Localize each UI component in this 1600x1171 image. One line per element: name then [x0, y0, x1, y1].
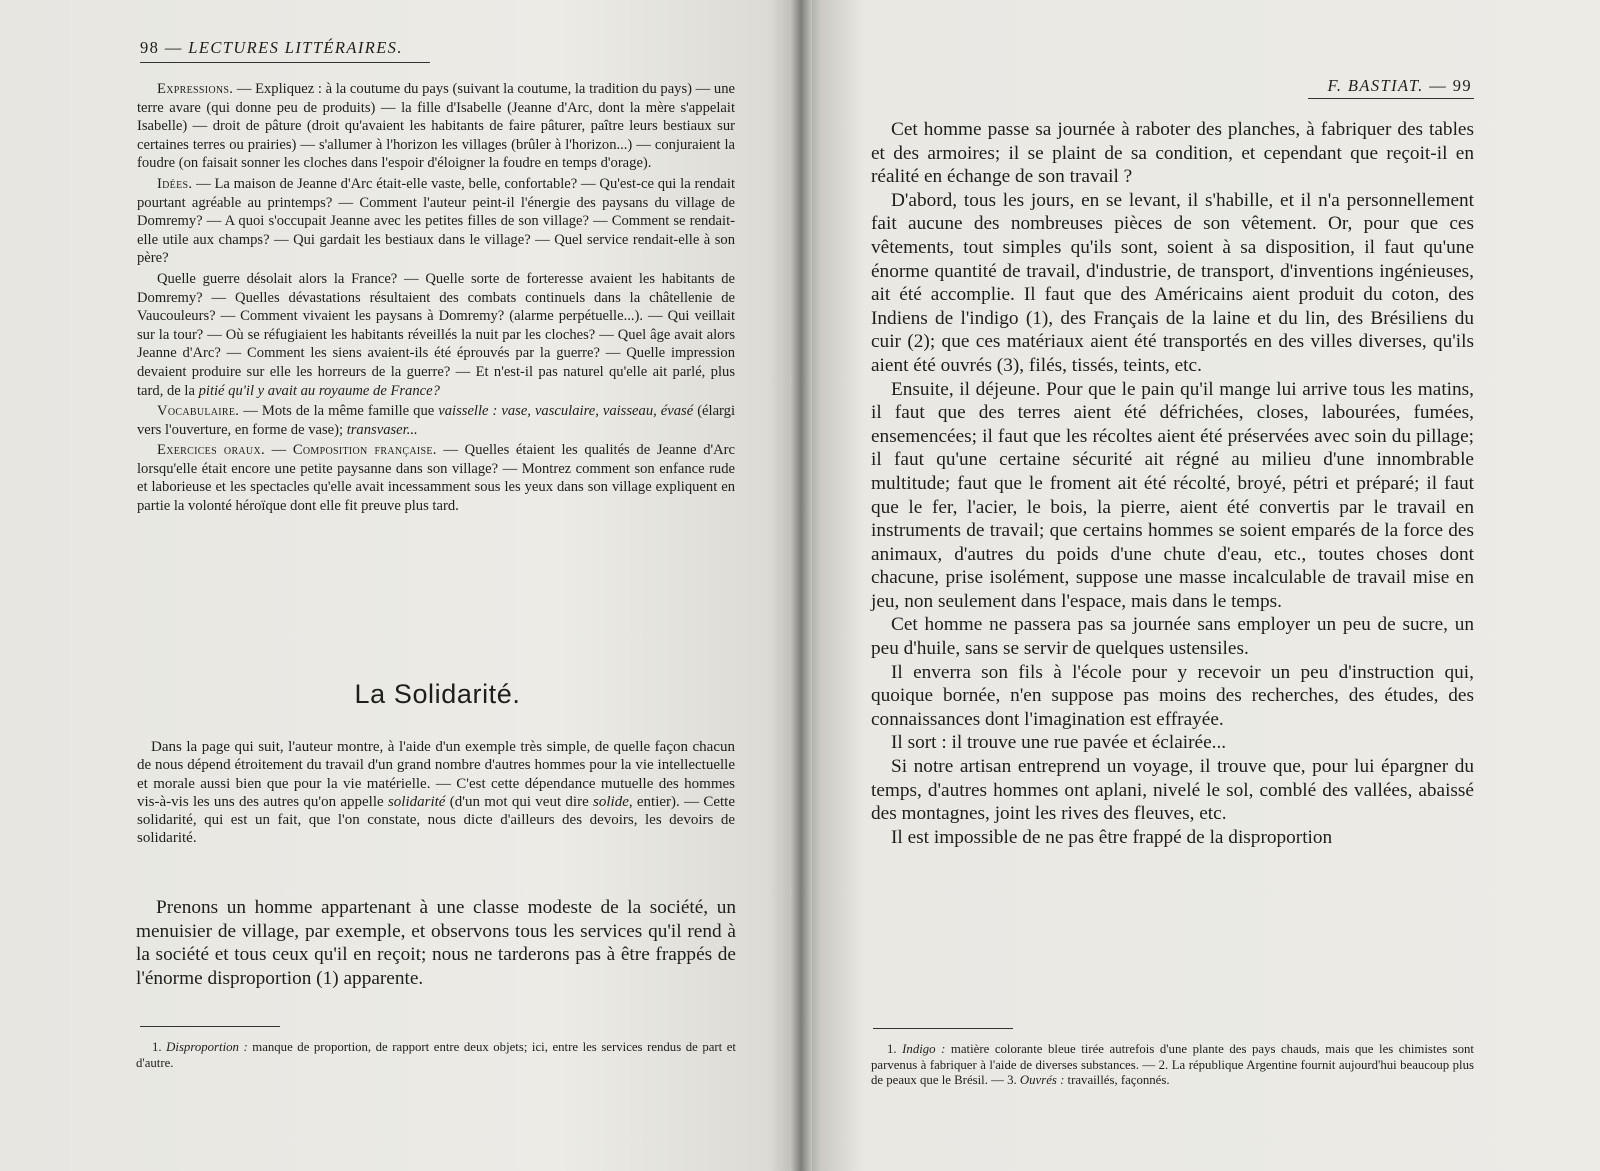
right-paragraph-1: Cet homme passe sa journée à raboter des planches, à fabriquer des tables et des armoires; il se plaint de sa condition, et cependant que reçoit-il en réalité en échange de son travail ?	[871, 119, 1474, 188]
intro-block	[137, 738, 735, 848]
left-body-block	[136, 896, 736, 990]
right-footnotes-paragraph	[871, 1042, 1474, 1089]
right-footnote-rule	[873, 1028, 1013, 1029]
questions-block	[137, 80, 735, 518]
left-page-number: 98	[140, 38, 160, 57]
intro-paragraph	[137, 738, 735, 848]
book-gutter	[790, 0, 812, 1171]
left-head-rule	[140, 62, 430, 63]
right-page	[800, 0, 1600, 1171]
right-head-dash: —	[1429, 76, 1448, 95]
intro-italic-a: solidarité	[387, 793, 446, 810]
vocabulaire-text-b: (élargi vers l'ouverture, en forme de vase);	[137, 403, 736, 438]
idees-paragraph	[137, 175, 735, 268]
footnote-2-text: La république Argentine fournit aujourd'hui beaucoup plus de peaux que le Brésil. —	[871, 1057, 1474, 1088]
left-head-dash: —	[164, 38, 183, 57]
left-footnote-term: Disproportion :	[166, 1040, 248, 1054]
footnote-3-term: Ouvrés :	[1019, 1073, 1065, 1088]
war-questions-italic: pitié qu'il y avait au royaume de France?	[198, 382, 440, 399]
footnote-1-text: matière colorante bleue tirée autrefois d'une plante des pays chauds, mais que les chimistes sont parvenus à fabriquer à l'aide de diverses substances. —	[871, 1042, 1474, 1072]
left-footnote-text: manque de proportion, de rapport entre deux objets; ici, entre les services rendus de part et d'autre.	[136, 1040, 736, 1070]
expressions-paragraph	[137, 80, 735, 173]
right-paragraph-4: Cet homme ne passera pas sa journée sans employer un peu de sucre, un peu d'huile, sans se servir de quelques ustensiles.	[871, 614, 1474, 660]
vocabulaire-italic: vaisselle : vase, vasculaire, vaisseau, évasé	[438, 403, 694, 420]
right-page-number: 99	[1452, 76, 1472, 95]
vocabulaire-paragraph	[137, 402, 735, 439]
war-questions-paragraph	[137, 270, 735, 400]
left-footnote	[136, 1040, 736, 1071]
left-footnote-rule	[140, 1026, 280, 1027]
footnote-2-number: 2.	[1158, 1057, 1169, 1072]
idees-label: Idées.	[157, 175, 193, 192]
right-paragraph-3: Ensuite, il déjeune. Pour que le pain qu'il mange lui arrive tous les matins, il faut que des terres aient été défrichées, closes, labourées, fumées, ensemencées; il faut que les récoltes aient été préservées avec soin du pillage; il faut qu'une certaine sécurité ait régné au milieu d'une innombrable multitude; faut que le froment ait été récolté, broyé, pétri et préparé; il faut que le fer, l'acier, le bois, la pierre, aient été convertis par le travail en instruments de travail; que certains hommes se soient emparés de la force des animaux, d'autres du poids d'une chute d'eau, etc., toutes choses dont chacune, prise isolément, suppose une masse incalculable de travail mise en jeu, non seulement dans l'espace, mais dans le temps.	[871, 378, 1474, 612]
footnote-1-term: Indigo :	[902, 1042, 946, 1056]
intro-text-c: , entier). — Cette solidarité, qui est un fait, que l'on constate, nous dicte d'ailleurs des devoirs, les devoirs de solidarité.	[137, 793, 735, 847]
right-head-rule	[1308, 98, 1474, 99]
composition-label: Composition française.	[292, 442, 437, 459]
left-body-paragraph: Prenons un homme appartenant à une classe modeste de la société, un menuisier de village, par exemple, et observons tous les services qu'il rend à la société et tous ceux qu'il en reçoit; nous ne tarderons pas à être frappés de l'énorme disproportion (1) apparente.	[136, 897, 736, 989]
left-footnote-paragraph	[136, 1040, 736, 1071]
right-footnotes	[871, 1042, 1474, 1089]
exercices-label: Exercices oraux.	[157, 442, 265, 459]
left-running-head	[140, 38, 403, 58]
vocabulaire-text: — Mots de la même famille que	[239, 403, 439, 420]
idees-text: — La maison de Jeanne d'Arc était-elle vaste, belle, confortable? — Qu'est-ce qui la rendait pourtant agréable au printemps? — Comment l'auteur peint-il l'énergie des paysans du village de Domremy? — A quoi s'occupait Jeanne avec les petites filles de son village? — Comment se rendait-elle utile aux champs? — Qui gardait les bestiaux dans le village? — Quel service rendait-elle à son père?	[137, 175, 735, 267]
vocabulaire-label: Vocabulaire.	[157, 403, 240, 420]
intro-text-b: (d'un mot qui veut dire	[445, 793, 594, 810]
exercices-paragraph: Exercices oraux. — Composition française. — Quelles étaient les qualités de Jeanne d'Arc lorsqu'elle était encore une petite paysanne dans son village? — Montrez comment son enfance rude et laborieuse et les spectacles qu'elle avait incessamment sous les yeux dans son village expliquent en partie la volonté héroïque dont elle fit preuve plus tard.	[137, 442, 736, 515]
right-paragraph-5: Il enverra son fils à l'école pour y recevoir un peu d'instruction qui, quoique bornée, n'en suppose pas moins des recherches, des études, des connaissances dont l'imagination est effrayée.	[871, 661, 1474, 730]
expressions-label: Expressions.	[157, 81, 234, 97]
right-running-head	[1327, 76, 1472, 96]
right-paragraph-2: D'abord, tous les jours, en se levant, il s'habille, et il n'a personnellement fait aucune des nombreuses pièces de son vêtement. Or, pour que ces vêtements, tout simples qu'ils sont, soient à sa disposition, il faut qu'une énorme quantité de travail, d'industrie, de transport, d'inventions ingénieuses, ait été accomplie. Il faut que des Américains aient produit du coton, des Indiens de l'indigo (1), des Français de la laine et du lin, des Brésiliens du cuir (2); que ces matériaux aient été transportés en des villes diverses, qu'ils aient été ouvrés (3), filés, tissés, teints, etc.	[871, 189, 1474, 376]
right-body-block	[871, 118, 1474, 849]
right-paragraph-7: Si notre artisan entreprend un voyage, il trouve que, pour lui épargner du temps, d'autres hommes ont aplani, nivelé le sol, comblé des vallées, abaissé des montagnes, joint les rives des fleuves, etc.	[871, 756, 1474, 825]
war-questions-text: Quelle guerre désolait alors la France? — Quelle sorte de forteresse avaient les habitants de Domremy? — Quelles dévastations résultaient des combats continuels dans la châtellenie de Vaucouleurs? — Comment vivaient les paysans à Domremy? (alarme perpétuelle...). — Qui veillait sur la tour? — Où se réfugiaient les habitants réveillés la nuit par les cloches? — Quel âge avait alors Jeanne d'Arc? — Comment les siens avaient-ils été éprouvés par la guerre? — Quelle impression devaient produire sur elle les horreurs de la guerre? — Et n'est-il pas naturel qu'elle ait parlé, plus tard, de la	[137, 270, 735, 399]
left-head-title: LECTURES LITTÉRAIRES.	[188, 38, 403, 57]
intro-text-a: Dans la page qui suit, l'auteur montre, à l'aide d'un exemple très simple, de quelle façon chacun de nous dépend étroitement du travail d'un grand nombre d'autres hommes pour la vie intellectuelle et morale aussi bien que pour la vie matérielle. — C'est cette dépendance mutuelle des hommes vis-à-vis les uns des autres qu'on appelle	[137, 739, 735, 810]
expressions-text: — Expliquez : à la coutume du pays (suivant la coutume, la tradition du pays) — une terre avare (qui donne peu de produits) — la fille d'Isabelle (Jeanne d'Arc, dont la mère s'appelait Isabelle) — droit de pâture (droit qu'avaient les habitants de faire pâturer, paître leurs bestiaux sur certaines terres ou prairies) — s'allumer à l'horizon les villages (brûler à l'horizon...) — conjuraient la foudre (on faisait sonner les cloches dans l'espoir d'éloigner la foudre en temps d'orage).	[137, 81, 735, 172]
footnote-3-number: 3.	[1007, 1073, 1017, 1088]
section-title: La Solidarité.	[354, 679, 521, 709]
left-footnote-number: 1.	[152, 1040, 162, 1054]
footnote-1-number: 1.	[887, 1042, 897, 1056]
footnote-3-text: travaillés, façonnés.	[1064, 1073, 1170, 1088]
right-head-title: F. BASTIAT.	[1327, 76, 1424, 95]
vocabulaire-italic-b: transvaser...	[346, 421, 418, 438]
right-paragraph-8: Il est impossible de ne pas être frappé de la disproportion	[891, 826, 1333, 848]
exercices-text: — Quelles étaient les qualités de Jeanne d'Arc lorsqu'elle était encore une petite paysanne dans son village? — Montrez comment son enfance rude et laborieuse et les spectacles qu'elle avait incessamment sous les yeux dans son village expliquent en partie la volonté héroïque dont elle fit preuve plus tard.	[137, 442, 736, 515]
intro-italic-b: solide	[593, 793, 629, 810]
right-paragraph-6: Il sort : il trouve une rue pavée et éclairée...	[891, 732, 1227, 754]
